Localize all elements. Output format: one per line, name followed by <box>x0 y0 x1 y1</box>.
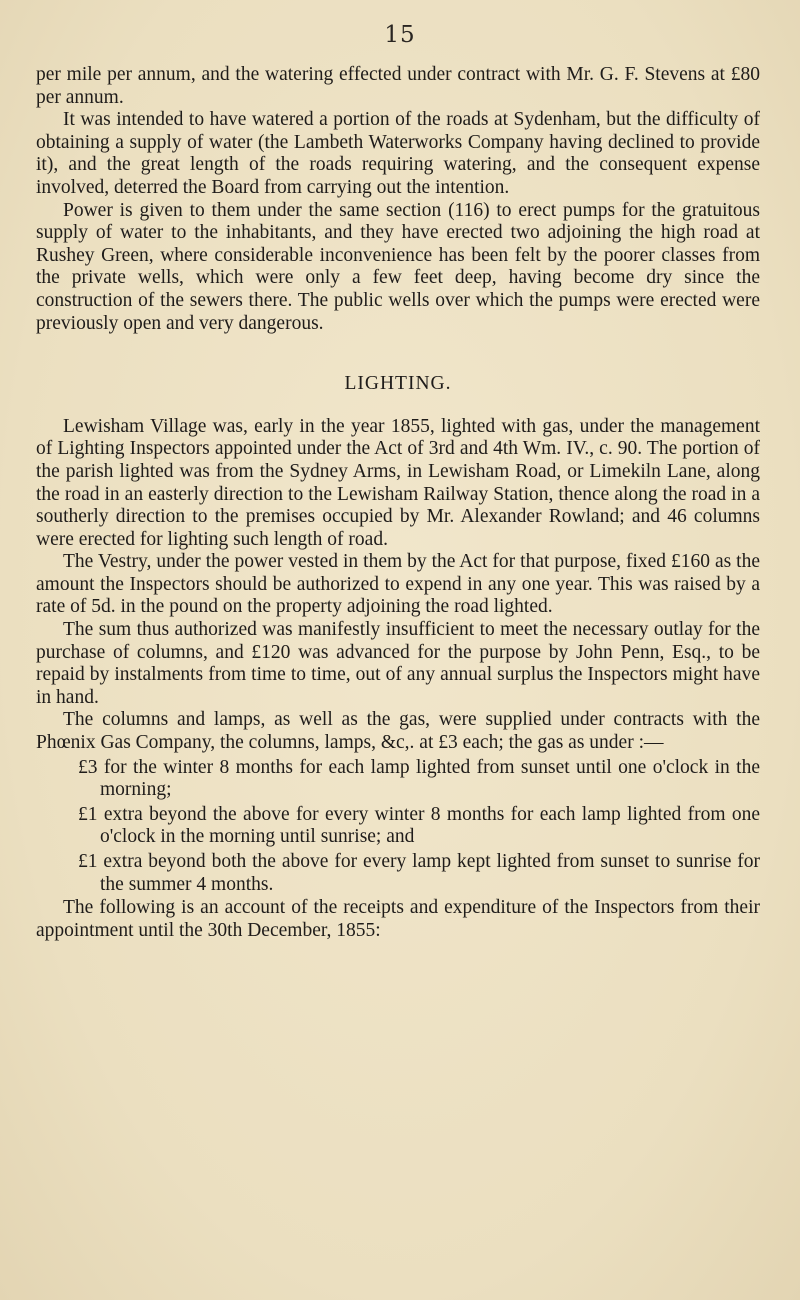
list-item-extra-winter-rate: £1 extra beyond the above for every winter 8 months for each lamp lighted from one o'clock in the morning until sunrise; and <box>78 803 760 848</box>
list-item-winter-rate: £3 for the winter 8 months for each lamp lighted from sunset until one o'clock in the morning; <box>78 756 760 801</box>
paragraph-watering-contract: per mile per annum, and the watering effected under contract with Mr. G. F. Stevens at £80 per annum. <box>36 64 760 108</box>
paragraph-vestry-rate: The Vestry, under the power vested in them by the Act for that purpose, fixed £160 as the amount the Inspectors should be authorized to expend in any one year. This was raised by a rate of 5d. in the pound on the property adjoining the road lighted. <box>36 551 760 618</box>
page-number: 15 <box>384 22 416 48</box>
page-body <box>36 64 760 942</box>
paragraph-gas-contracts: The columns and lamps, as well as the gas, were supplied under contracts with the Phœnix Gas Company, the columns, lamps, &c,. at £3 each; the gas as under :— <box>36 709 760 754</box>
paragraph-sydenham-watering: It was intended to have watered a portion of the roads at Sydenham, but the difficulty of obtaining a supply of water (the Lambeth Waterworks Company having declined to provide it), and the great length of the roads requiring watering, and the consequent expense involved, deterred the Board from carrying out the intention. <box>36 109 760 198</box>
paragraph-insufficient-sum: The sum thus authorized was manifestly insufficient to meet the necessary outlay for the purchase of columns, and £120 was advanced for the purpose by John Penn, Esq., to be repaid by instalments from time to time, out of any annual surplus the Inspectors might have in hand. <box>36 619 760 708</box>
paragraph-lewisham-lighting: Lewisham Village was, early in the year 1855, lighted with gas, under the management of Lighting Inspectors appointed under the Act of 3rd and 4th Wm. IV., c. 90. The portion of the parish lighted was from the Sydney Arms, in Lewisham Road, or Limekiln Lane, along the road in an easterly direction to the Lewisham Railway Station, thence along the road in a southerly direction to the premises occupied by Mr. Alexander Rowland; and 46 columns were erected for lighting such length of road. <box>36 415 760 550</box>
section-heading-lighting: LIGHTING. <box>344 373 452 395</box>
list-item-summer-rate: £1 extra beyond both the above for every lamp kept lighted from sunset to sunrise for the summer 4 months. <box>78 851 760 895</box>
paragraph-pumps: Power is given to them under the same section (116) to erect pumps for the gratuitous supply of water to the inhabitants, and they have erected two adjoining the high road at Rushey Green, where considerable inconvenience has been felt by the poorer classes from the private wells, which were only a few feet deep, having become dry since the construction of the sewers there. The public wells over which the pumps were erected were previously open and very dangerous. <box>36 199 760 334</box>
paragraph-account-intro: The following is an account of the receipts and expenditure of the Inspectors from their appointment until the 30th December, 1855: <box>36 897 760 941</box>
